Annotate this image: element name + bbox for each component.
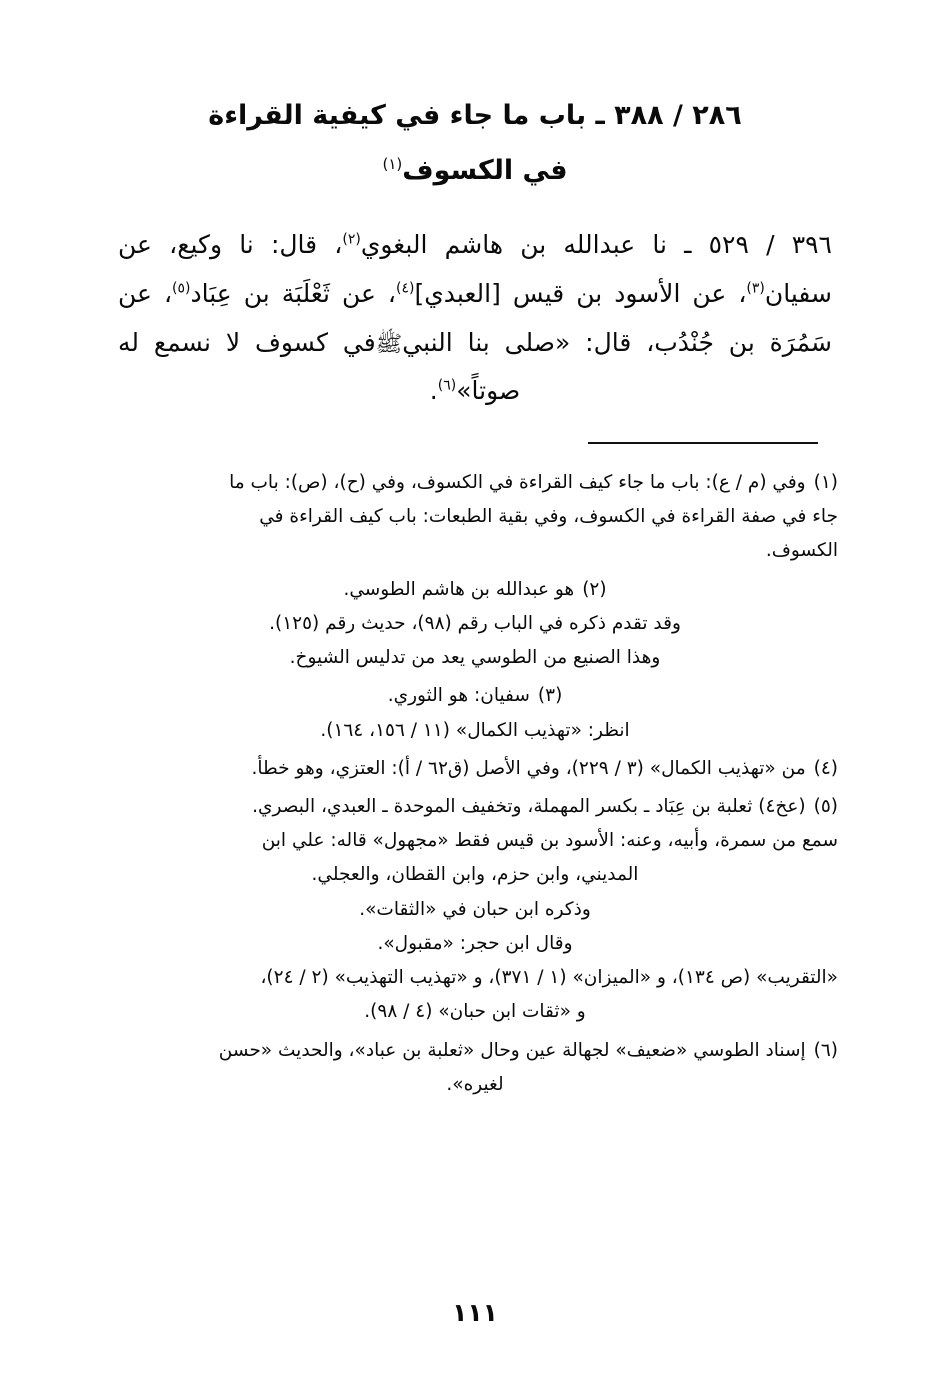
footnote-number: (١) bbox=[813, 472, 838, 493]
hadith-line-1b: ، قال: نا وكيع، عن bbox=[118, 230, 343, 259]
footnote-number: (٢) bbox=[582, 578, 607, 600]
hadith-line-4a: صوتاً» bbox=[456, 376, 521, 406]
footnote-number: (٣) bbox=[537, 685, 563, 707]
hadith-line-3a: سَمُرَة بن جُنْدُب، قال: «صلى بنا النبي bbox=[402, 327, 832, 357]
footnote-text: و «ثقات ابن حبان» (٤ / ٩٨). bbox=[364, 1001, 586, 1023]
footnote-number: (٤) bbox=[813, 757, 838, 779]
hadith-line-2c: ، عن ثَعْلَبَة بن عِبَاد bbox=[190, 278, 396, 308]
subtitle-text: في الكسوف bbox=[402, 154, 568, 186]
footnote-text: هو عبدالله بن هاشم الطوسي. bbox=[343, 578, 575, 600]
footnote-text: وذكره ابن حبان في «الثقات». bbox=[359, 898, 591, 920]
footnote-text: لغيره». bbox=[446, 1073, 504, 1095]
footnote-first-line bbox=[112, 679, 838, 713]
footnote-divider bbox=[588, 442, 818, 444]
page-title: ٢٨٦ / ٣٨٨ ـ باب ما جاء في كيفية القراءة bbox=[208, 100, 742, 131]
footnote-item bbox=[112, 752, 838, 786]
footnote-marker-4: (٤) bbox=[395, 280, 415, 297]
footnote-marker-6: (٦) bbox=[437, 377, 457, 394]
footnote-marker-1: (١) bbox=[382, 154, 403, 173]
footnote-first-line bbox=[112, 1034, 838, 1068]
footnote-marker-5: (٥) bbox=[172, 280, 191, 297]
footnote-first-line bbox=[112, 573, 838, 607]
footnote-text: الكسوف. bbox=[765, 540, 838, 562]
footnote-text: وفي (م / ع): باب ما جاء كيف القراءة في الكسوف، وفي (ح)، (ص): باب ما bbox=[229, 472, 806, 493]
page-subtitle bbox=[112, 151, 838, 192]
footnotes-section bbox=[112, 466, 838, 1102]
footnote-item bbox=[112, 1034, 838, 1102]
page-number: ١١١ bbox=[452, 1298, 498, 1327]
hadith-line-2d: ، عن bbox=[118, 278, 173, 308]
hadith-line-2b: ، عن الأسود بن قيس [العبدي] bbox=[414, 278, 747, 308]
footnote-first-line bbox=[112, 790, 838, 824]
hadith-line-1: ٣٩٦ / ٥٢٩ ـ نا عبدالله بن هاشم البغوي bbox=[360, 230, 832, 259]
footnote-item bbox=[112, 790, 838, 1030]
footnote-item bbox=[112, 573, 838, 676]
footnote-text: سفيان: هو الثوري. bbox=[387, 685, 530, 707]
footnote-first-line bbox=[112, 752, 838, 786]
footnote-number: (٦) bbox=[813, 1039, 838, 1061]
hadith-body bbox=[112, 221, 838, 416]
footnote-text: وقال ابن حجر: «مقبول». bbox=[377, 932, 573, 954]
footnote-item bbox=[112, 679, 838, 747]
footnote-number: (٥) bbox=[813, 795, 838, 817]
footnote-text: (عخ٤) ثعلبة بن عِبَاد ـ بكسر المهملة، وتخفيف الموحدة ـ العبدي، البصري. bbox=[252, 795, 806, 817]
footnote-text: وهذا الصنيع من الطوسي يعد من تدليس الشيوخ. bbox=[289, 647, 661, 669]
footnote-marker-3: (٣) bbox=[746, 280, 765, 297]
hadith-line-2a: سفيان bbox=[764, 278, 833, 308]
footnote-text: وقد تقدم ذكره في الباب رقم (٩٨)، حديث رقم (١٢٥). bbox=[269, 612, 681, 634]
footnote-text: المديني، وابن حزم، وابن القطان، والعجلي. bbox=[311, 864, 639, 886]
footnote-marker-2: (٢) bbox=[342, 231, 361, 248]
footnote-first-line bbox=[112, 466, 838, 500]
footnote-item bbox=[112, 466, 838, 569]
hadith-line-4b: . bbox=[429, 376, 438, 406]
footnote-text: «التقريب» (ص ١٣٤)، و «الميزان» (١ / ٣٧١)، و «تهذيب التهذيب» (٢ / ٢٤)، bbox=[260, 967, 838, 989]
footnote-text: من «تهذيب الكمال» (٣ / ٢٢٩)، وفي الأصل (ق٦٢ / أ): العتزي، وهو خطأ. bbox=[251, 757, 806, 779]
footnote-text: انظر: «تهذيب الكمال» (١١ / ١٥٦، ١٦٤). bbox=[320, 719, 630, 741]
hadith-line-3b: في كسوف لا نسمع له bbox=[118, 327, 376, 357]
sallallahu-glyph: ﷺ bbox=[375, 331, 403, 357]
footnote-text: سمع من سمرة، وأبيه، وعنه: الأسود بن قيس فقط «مجهول» قاله: علي ابن bbox=[261, 830, 838, 852]
footnote-text: إسناد الطوسي «ضعيف» لجهالة عين وحال «ثعلبة بن عباد»، والحديث «حسن bbox=[218, 1039, 806, 1061]
footnote-text: جاء في صفة القراءة في الكسوف، وفي بقية الطبعات: باب كيف القراءة في bbox=[259, 506, 838, 528]
